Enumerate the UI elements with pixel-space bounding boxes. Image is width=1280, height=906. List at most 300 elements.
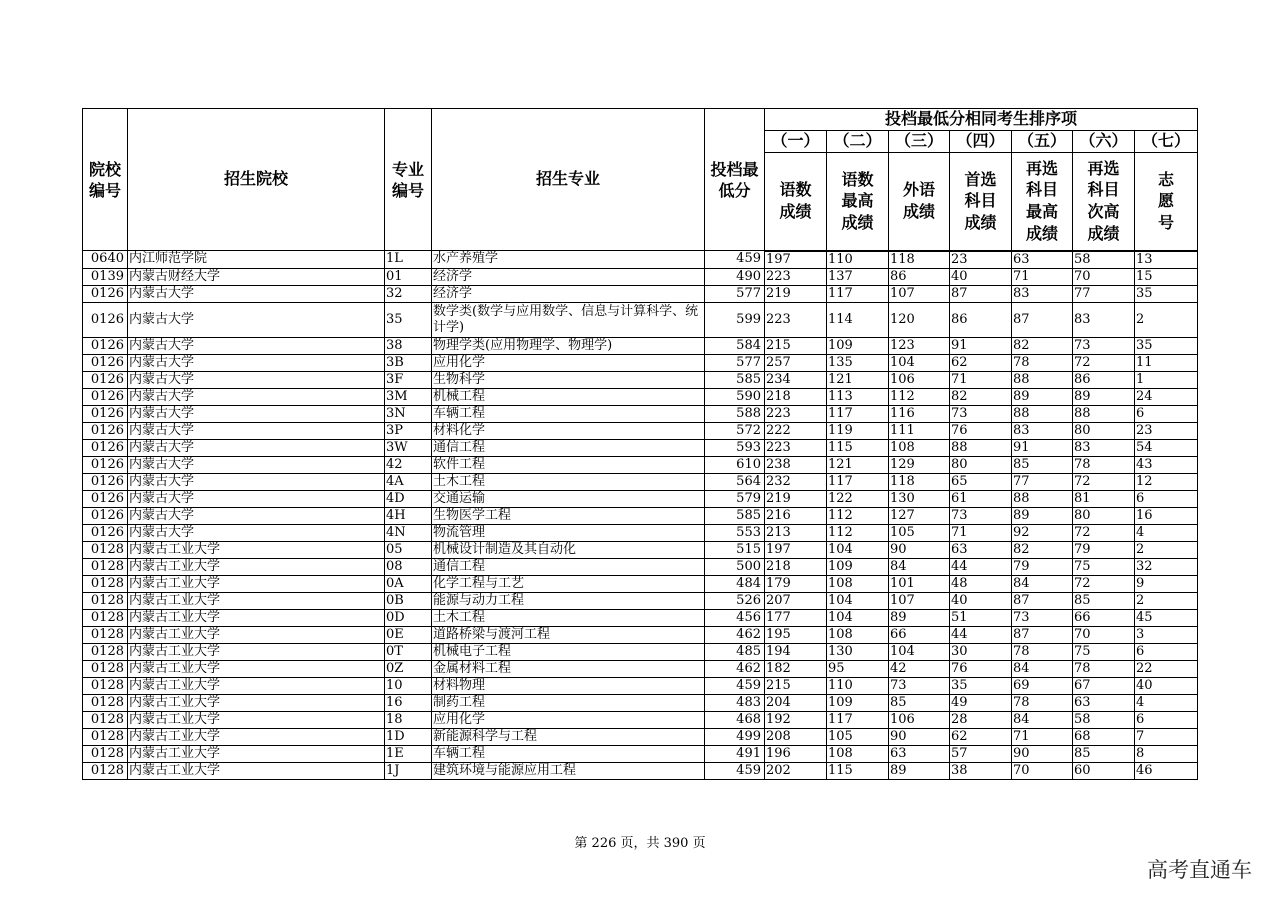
cell-rank-1: 204 [765,694,827,711]
cell-rank-3: 73 [889,677,950,694]
cell-rank-7: 6 [1135,405,1198,422]
table-row [83,405,1198,422]
cell-rank-2: 104 [827,609,889,626]
cell-rank-2: 104 [827,592,889,609]
cell-school-name: 内蒙古工业大学 [128,541,385,558]
page-footer: 第 226 页，共 390 页 [574,836,706,851]
cell-major-name: 软件工程 [432,456,705,473]
cell-rank-1: 223 [765,302,827,337]
cell-rank-1: 202 [765,762,827,779]
cell-school-name: 内蒙古工业大学 [128,660,385,677]
cell-rank-5: 73 [1012,609,1073,626]
cell-major-code: 3N [385,405,432,422]
cell-major-name: 应用化学 [432,711,705,728]
header-rank-num-1: （一） [765,130,827,152]
cell-rank-4: 49 [950,694,1012,711]
table-row [83,660,1198,677]
cell-school-code: 0128 [83,745,128,762]
cell-rank-7: 1 [1135,371,1198,388]
cell-major-name: 材料物理 [432,677,705,694]
table-row [83,388,1198,405]
cell-school-name: 内蒙古大学 [128,337,385,354]
cell-rank-1: 177 [765,609,827,626]
cell-rank-4: 65 [950,473,1012,490]
cell-school-code: 0128 [83,626,128,643]
cell-rank-7: 6 [1135,490,1198,507]
cell-school-code: 0640 [83,251,128,269]
cell-min-score: 590 [705,388,765,405]
cell-rank-7: 2 [1135,592,1198,609]
cell-major-name: 物流管理 [432,524,705,541]
cell-rank-1: 232 [765,473,827,490]
table-row [83,524,1198,541]
cell-rank-4: 35 [950,677,1012,694]
cell-rank-3: 127 [889,507,950,524]
cell-school-name: 内蒙古工业大学 [128,643,385,660]
cell-rank-4: 40 [950,268,1012,285]
cell-school-code: 0126 [83,388,128,405]
cell-school-code: 0128 [83,609,128,626]
cell-school-name: 内蒙古工业大学 [128,575,385,592]
cell-major-code: 0Z [385,660,432,677]
cell-rank-2: 108 [827,575,889,592]
cell-min-score: 584 [705,337,765,354]
cell-rank-2: 117 [827,473,889,490]
cell-rank-6: 72 [1073,524,1135,541]
header-rank-label-text-5: 再选科目最高成绩 [1025,158,1058,243]
cell-rank-6: 68 [1073,728,1135,745]
cell-rank-5: 71 [1012,728,1073,745]
cell-rank-6: 85 [1073,592,1135,609]
cell-rank-5: 71 [1012,268,1073,285]
cell-major-code: 0T [385,643,432,660]
cell-rank-6: 75 [1073,558,1135,575]
cell-rank-5: 87 [1012,592,1073,609]
admission-score-table [82,108,1198,780]
cell-rank-6: 88 [1073,405,1135,422]
cell-rank-1: 223 [765,405,827,422]
cell-rank-4: 62 [950,728,1012,745]
table-row [83,711,1198,728]
cell-rank-2: 115 [827,439,889,456]
cell-school-code: 0126 [83,456,128,473]
cell-major-code: 3M [385,388,432,405]
cell-school-code: 0126 [83,473,128,490]
cell-rank-2: 104 [827,541,889,558]
cell-rank-3: 89 [889,762,950,779]
cell-rank-6: 75 [1073,643,1135,660]
header-rank-group: 投档最低分相同考生排序项 [765,109,1198,131]
cell-school-name: 内蒙古大学 [128,302,385,337]
table-row [83,337,1198,354]
cell-school-name: 内蒙古大学 [128,439,385,456]
cell-rank-4: 88 [950,439,1012,456]
header-rank-label-6 [1073,152,1135,251]
cell-rank-3: 105 [889,524,950,541]
cell-school-name: 内蒙古大学 [128,422,385,439]
cell-rank-3: 107 [889,285,950,302]
cell-major-code: 05 [385,541,432,558]
cell-rank-3: 123 [889,337,950,354]
cell-rank-3: 89 [889,609,950,626]
header-rank-label-text-7: 志愿号 [1158,169,1175,232]
cell-rank-5: 84 [1012,660,1073,677]
cell-school-name: 内蒙古大学 [128,524,385,541]
table-row [83,694,1198,711]
cell-major-name: 水产养殖学 [432,251,705,269]
cell-rank-2: 110 [827,677,889,694]
cell-rank-2: 135 [827,354,889,371]
table-row [83,354,1198,371]
table-row [83,643,1198,660]
cell-rank-4: 71 [950,524,1012,541]
cell-school-name: 内蒙古工业大学 [128,626,385,643]
cell-major-name: 制药工程 [432,694,705,711]
cell-rank-5: 82 [1012,337,1073,354]
cell-school-code: 0126 [83,524,128,541]
cell-rank-3: 108 [889,439,950,456]
cell-rank-4: 73 [950,405,1012,422]
cell-min-score: 485 [705,643,765,660]
cell-rank-2: 119 [827,422,889,439]
cell-major-name: 机械工程 [432,388,705,405]
cell-rank-4: 87 [950,285,1012,302]
cell-rank-2: 105 [827,728,889,745]
cell-school-code: 0126 [83,439,128,456]
cell-rank-3: 90 [889,728,950,745]
cell-school-name: 内蒙古财经大学 [128,268,385,285]
cell-school-code: 0128 [83,643,128,660]
cell-major-name: 通信工程 [432,558,705,575]
cell-rank-5: 90 [1012,745,1073,762]
cell-rank-7: 16 [1135,507,1198,524]
cell-min-score: 579 [705,490,765,507]
cell-rank-6: 77 [1073,285,1135,302]
table-body [83,251,1198,780]
cell-major-code: 16 [385,694,432,711]
cell-school-code: 0139 [83,268,128,285]
cell-major-code: 10 [385,677,432,694]
cell-major-name: 经济学 [432,268,705,285]
cell-rank-4: 82 [950,388,1012,405]
cell-rank-5: 82 [1012,541,1073,558]
cell-school-name: 内蒙古工业大学 [128,711,385,728]
cell-rank-5: 79 [1012,558,1073,575]
cell-major-name: 通信工程 [432,439,705,456]
cell-school-code: 0126 [83,405,128,422]
cell-rank-7: 4 [1135,524,1198,541]
cell-school-code: 0128 [83,575,128,592]
cell-rank-3: 118 [889,473,950,490]
table-row [83,507,1198,524]
cell-rank-2: 121 [827,456,889,473]
cell-rank-4: 91 [950,337,1012,354]
cell-school-name: 内蒙古工业大学 [128,609,385,626]
cell-major-code: 01 [385,268,432,285]
cell-rank-1: 218 [765,388,827,405]
cell-rank-6: 60 [1073,762,1135,779]
cell-rank-1: 218 [765,558,827,575]
cell-rank-2: 108 [827,626,889,643]
cell-rank-6: 83 [1073,302,1135,337]
cell-major-name: 数学类(数学与应用数学、信息与计算科学、统计学) [432,302,705,337]
table-row [83,592,1198,609]
cell-rank-3: 118 [889,251,950,269]
cell-rank-1: 194 [765,643,827,660]
cell-school-name: 内蒙古大学 [128,371,385,388]
cell-rank-7: 6 [1135,711,1198,728]
cell-major-name: 材料化学 [432,422,705,439]
cell-school-code: 0126 [83,337,128,354]
header-rank-num-5: （五） [1012,130,1073,152]
cell-major-name: 车辆工程 [432,745,705,762]
cell-rank-6: 63 [1073,694,1135,711]
cell-rank-2: 121 [827,371,889,388]
cell-major-name: 土木工程 [432,473,705,490]
cell-rank-5: 88 [1012,405,1073,422]
cell-major-code: 1E [385,745,432,762]
cell-rank-3: 63 [889,745,950,762]
cell-rank-1: 257 [765,354,827,371]
cell-rank-5: 87 [1012,302,1073,337]
header-rank-label-text-1: 语数成绩 [779,180,812,221]
cell-school-code: 0128 [83,694,128,711]
cell-major-code: 4N [385,524,432,541]
table-row [83,490,1198,507]
cell-rank-6: 89 [1073,388,1135,405]
cell-rank-1: 216 [765,507,827,524]
cell-major-name: 机械电子工程 [432,643,705,660]
header-rank-num-7: （七） [1135,130,1198,152]
header-rank-num-2: （二） [827,130,889,152]
cell-major-code: 1D [385,728,432,745]
cell-major-code: 4A [385,473,432,490]
cell-rank-3: 120 [889,302,950,337]
cell-school-name: 内蒙古工业大学 [128,677,385,694]
cell-rank-7: 46 [1135,762,1198,779]
cell-major-code: 08 [385,558,432,575]
cell-major-name: 经济学 [432,285,705,302]
cell-rank-4: 44 [950,558,1012,575]
cell-major-code: 4H [385,507,432,524]
cell-rank-7: 7 [1135,728,1198,745]
table-row [83,268,1198,285]
cell-rank-7: 9 [1135,575,1198,592]
cell-rank-7: 3 [1135,626,1198,643]
cell-school-code: 0126 [83,302,128,337]
cell-major-code: 32 [385,285,432,302]
cell-school-code: 0126 [83,507,128,524]
cell-rank-6: 72 [1073,354,1135,371]
cell-rank-6: 70 [1073,626,1135,643]
cell-major-name: 土木工程 [432,609,705,626]
cell-school-name: 内蒙古工业大学 [128,558,385,575]
cell-rank-3: 112 [889,388,950,405]
table-header [83,109,1198,251]
cell-rank-3: 111 [889,422,950,439]
cell-rank-1: 197 [765,541,827,558]
cell-rank-6: 78 [1073,660,1135,677]
cell-major-name: 道路桥梁与渡河工程 [432,626,705,643]
cell-rank-3: 42 [889,660,950,677]
cell-major-code: 18 [385,711,432,728]
cell-rank-7: 45 [1135,609,1198,626]
header-rank-label-5 [1012,152,1073,251]
cell-school-code: 0128 [83,728,128,745]
header-min-score [705,109,765,251]
cell-rank-3: 90 [889,541,950,558]
cell-major-name: 生物科学 [432,371,705,388]
cell-school-code: 0128 [83,660,128,677]
cell-rank-4: 28 [950,711,1012,728]
cell-rank-5: 87 [1012,626,1073,643]
cell-rank-3: 129 [889,456,950,473]
cell-rank-6: 67 [1073,677,1135,694]
cell-rank-4: 86 [950,302,1012,337]
cell-rank-7: 15 [1135,268,1198,285]
cell-school-code: 0128 [83,677,128,694]
cell-school-code: 0128 [83,558,128,575]
cell-rank-1: 215 [765,677,827,694]
cell-major-name: 交通运输 [432,490,705,507]
cell-school-name: 内蒙古大学 [128,405,385,422]
cell-major-code: 0D [385,609,432,626]
header-rank-num-3: （三） [889,130,950,152]
cell-rank-7: 54 [1135,439,1198,456]
cell-rank-4: 38 [950,762,1012,779]
cell-rank-3: 130 [889,490,950,507]
cell-rank-6: 85 [1073,745,1135,762]
cell-min-score: 459 [705,251,765,269]
header-school-code-label: 院校编号 [88,159,121,201]
cell-rank-4: 48 [950,575,1012,592]
cell-rank-2: 108 [827,745,889,762]
cell-rank-1: 196 [765,745,827,762]
header-school-code [83,109,128,251]
cell-rank-7: 4 [1135,694,1198,711]
cell-rank-2: 109 [827,694,889,711]
cell-school-name: 内蒙古大学 [128,285,385,302]
table-row [83,251,1198,269]
cell-major-code: 38 [385,337,432,354]
cell-rank-2: 117 [827,405,889,422]
cell-rank-1: 223 [765,439,827,456]
cell-rank-1: 208 [765,728,827,745]
cell-rank-4: 76 [950,660,1012,677]
cell-min-score: 459 [705,677,765,694]
cell-major-code: 35 [385,302,432,337]
cell-min-score: 593 [705,439,765,456]
cell-major-name: 化学工程与工艺 [432,575,705,592]
cell-rank-6: 80 [1073,507,1135,524]
cell-rank-7: 40 [1135,677,1198,694]
cell-min-score: 500 [705,558,765,575]
header-rank-num-6: （六） [1073,130,1135,152]
cell-rank-5: 78 [1012,694,1073,711]
table-row [83,745,1198,762]
cell-rank-1: 182 [765,660,827,677]
header-rank-label-text-3: 外语成绩 [902,180,935,221]
cell-rank-3: 104 [889,643,950,660]
cell-rank-3: 104 [889,354,950,371]
table-row [83,728,1198,745]
cell-rank-5: 69 [1012,677,1073,694]
cell-rank-7: 2 [1135,541,1198,558]
cell-school-name: 内蒙古工业大学 [128,745,385,762]
cell-rank-7: 24 [1135,388,1198,405]
cell-rank-7: 2 [1135,302,1198,337]
cell-min-score: 585 [705,507,765,524]
cell-school-code: 0126 [83,354,128,371]
cell-school-name: 内蒙古工业大学 [128,728,385,745]
table-row [83,302,1198,337]
cell-min-score: 577 [705,285,765,302]
cell-rank-7: 23 [1135,422,1198,439]
cell-rank-2: 122 [827,490,889,507]
cell-rank-2: 110 [827,251,889,269]
cell-rank-3: 106 [889,371,950,388]
cell-min-score: 483 [705,694,765,711]
cell-school-name: 内蒙古工业大学 [128,694,385,711]
cell-rank-5: 78 [1012,354,1073,371]
cell-rank-1: 195 [765,626,827,643]
cell-major-code: 3F [385,371,432,388]
cell-rank-4: 62 [950,354,1012,371]
cell-school-code: 0128 [83,592,128,609]
cell-min-score: 526 [705,592,765,609]
cell-school-name: 内蒙古大学 [128,507,385,524]
cell-school-name: 内蒙古大学 [128,456,385,473]
cell-school-name: 内蒙古工业大学 [128,762,385,779]
cell-rank-6: 80 [1073,422,1135,439]
cell-school-code: 0126 [83,285,128,302]
table-row [83,609,1198,626]
cell-rank-2: 113 [827,388,889,405]
table-row [83,473,1198,490]
table-row [83,541,1198,558]
cell-rank-2: 109 [827,558,889,575]
cell-rank-6: 58 [1073,251,1135,269]
header-rank-label-3 [889,152,950,251]
cell-min-score: 484 [705,575,765,592]
cell-rank-6: 79 [1073,541,1135,558]
cell-rank-6: 72 [1073,473,1135,490]
cell-school-code: 0126 [83,422,128,439]
cell-rank-7: 12 [1135,473,1198,490]
cell-major-name: 物理学类(应用物理学、物理学) [432,337,705,354]
cell-rank-6: 66 [1073,609,1135,626]
header-major-code [385,109,432,251]
cell-min-score: 499 [705,728,765,745]
cell-rank-7: 35 [1135,337,1198,354]
cell-min-score: 553 [705,524,765,541]
header-min-score-label: 投档最低分 [710,159,759,201]
cell-rank-3: 107 [889,592,950,609]
cell-rank-1: 222 [765,422,827,439]
cell-rank-7: 43 [1135,456,1198,473]
cell-major-code: 4D [385,490,432,507]
cell-rank-1: 219 [765,490,827,507]
cell-min-score: 588 [705,405,765,422]
cell-min-score: 490 [705,268,765,285]
cell-school-name: 内蒙古大学 [128,490,385,507]
cell-rank-6: 78 [1073,456,1135,473]
cell-school-code: 0128 [83,762,128,779]
cell-major-name: 能源与动力工程 [432,592,705,609]
cell-min-score: 459 [705,762,765,779]
cell-rank-7: 6 [1135,643,1198,660]
cell-rank-4: 61 [950,490,1012,507]
